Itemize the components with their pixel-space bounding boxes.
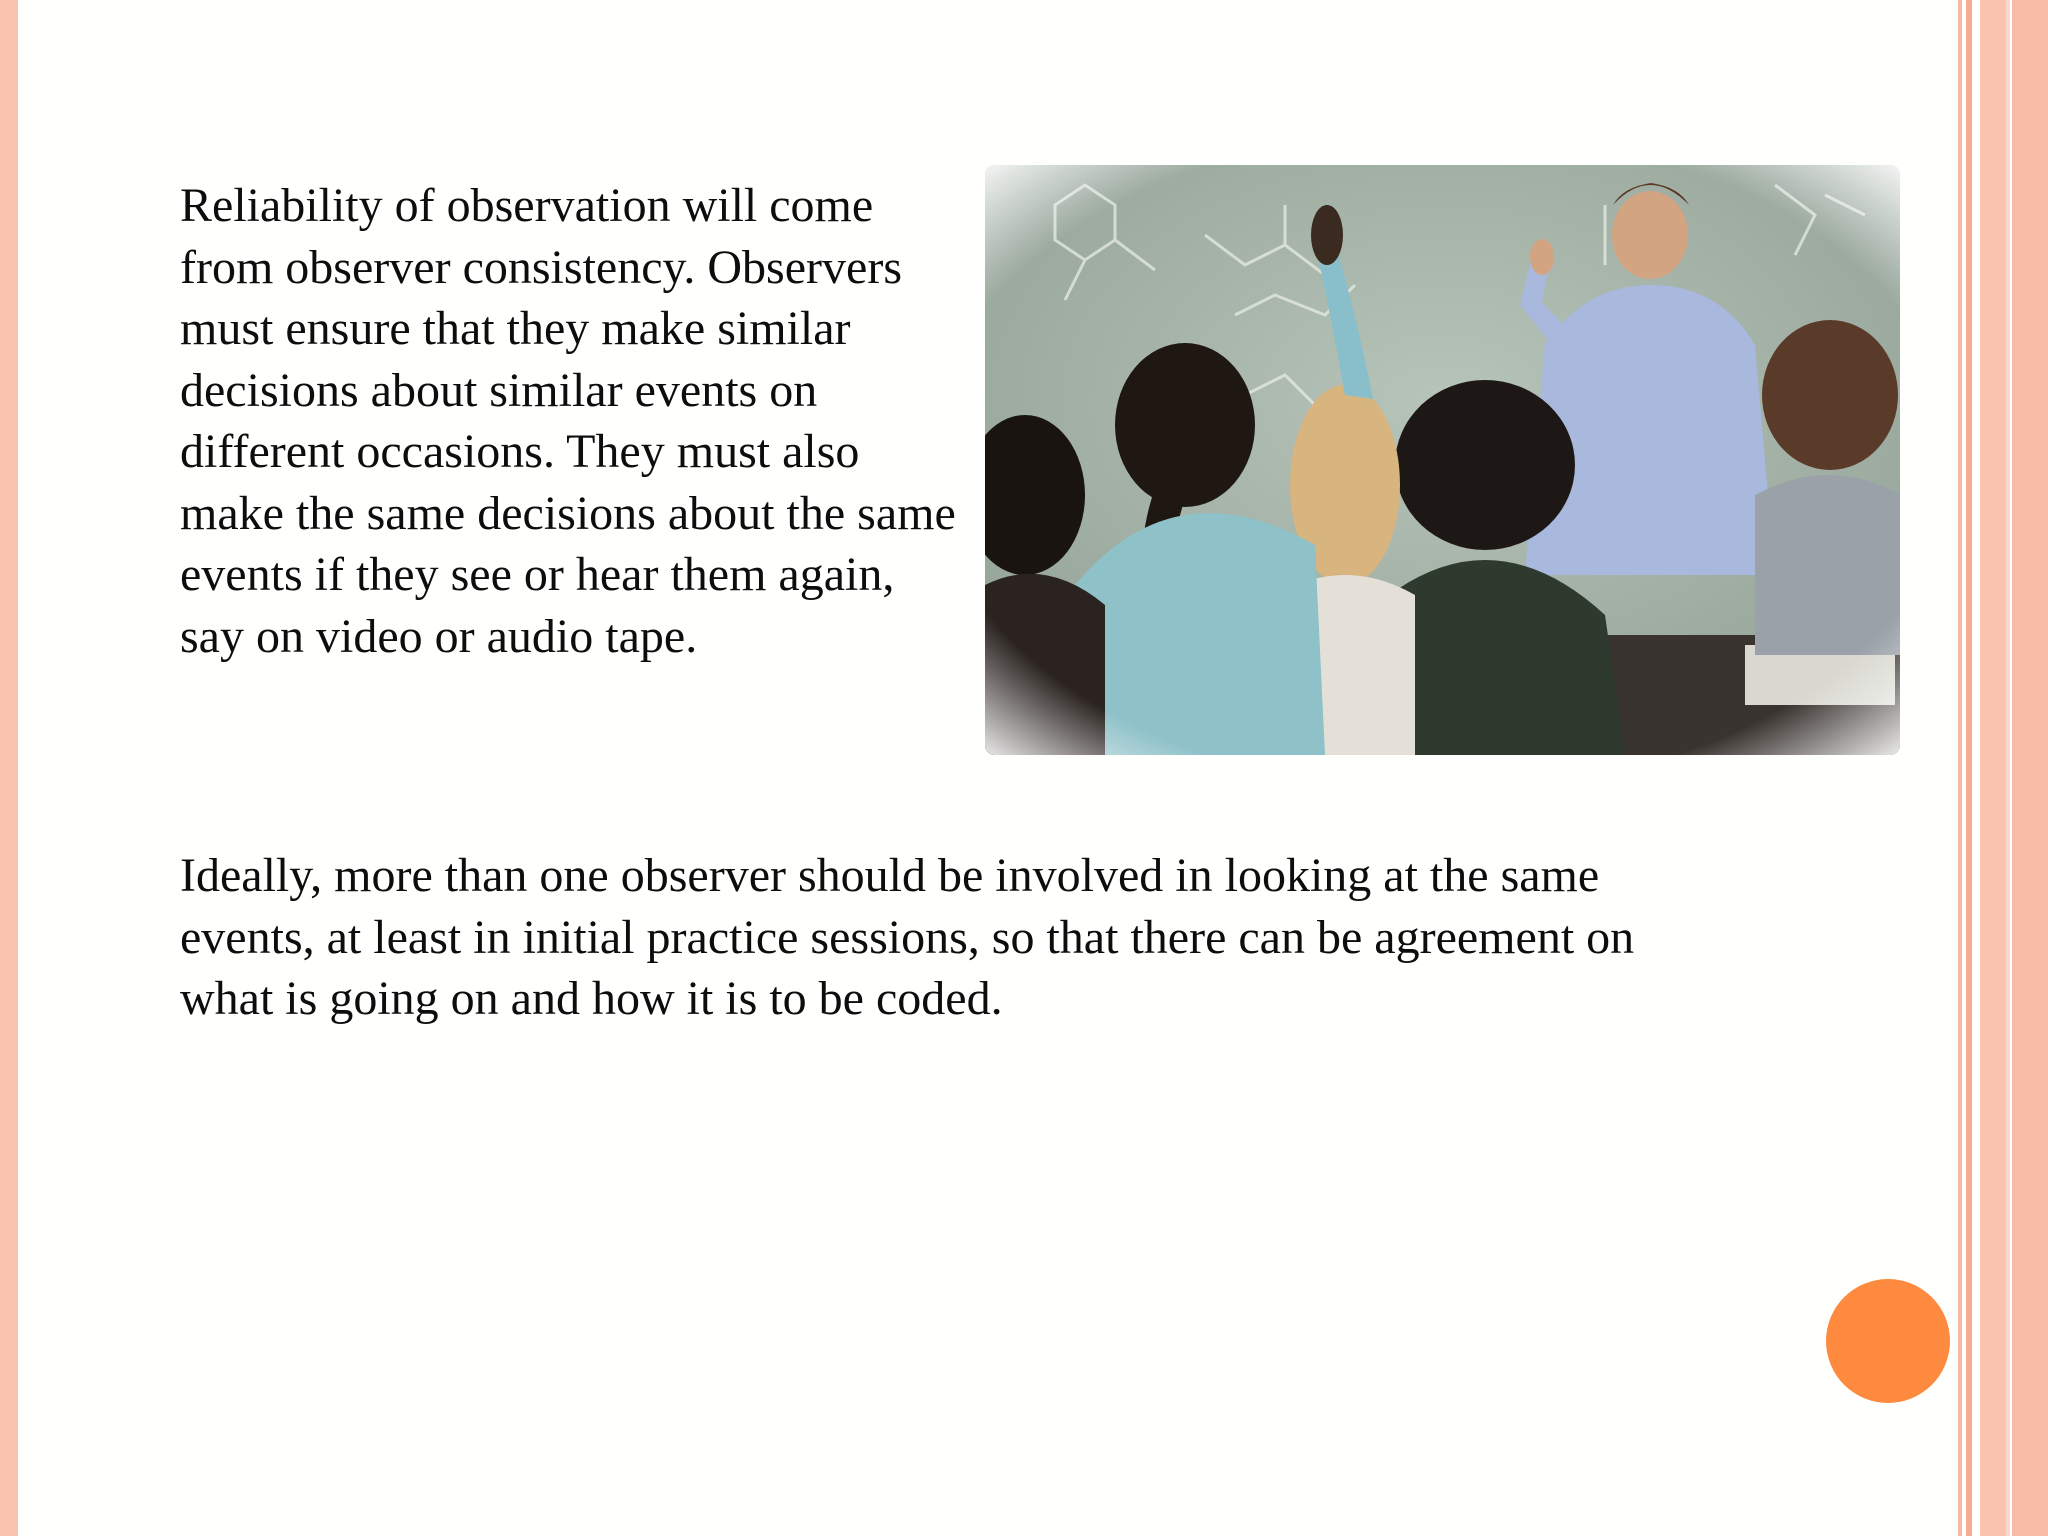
right-stripe-decoration — [2006, 0, 2010, 1536]
right-stripe-decoration — [2012, 0, 2048, 1536]
body-paragraph-multiple-observers: Ideally, more than one observer should be involved in looking at the same events, at least in initial practice sessions, so that there can be agreement on what is going on and how it is to be coded. — [180, 849, 1635, 1025]
classroom-photo — [985, 165, 1900, 755]
right-stripe-decoration — [1958, 0, 1962, 1536]
left-border-decoration — [0, 0, 18, 1536]
body-paragraph-reliability: Reliability of observation will come from observer consistency. Observers must ensure that they make similar decisions about similar events on different occasions. They must also make the same decisions about the same events if they see or hear them again, say on video or audio tape. — [180, 179, 956, 663]
right-stripe-decoration — [1966, 0, 1972, 1536]
orange-circle-decoration — [1826, 1279, 1950, 1403]
right-stripe-decoration — [1980, 0, 2006, 1536]
